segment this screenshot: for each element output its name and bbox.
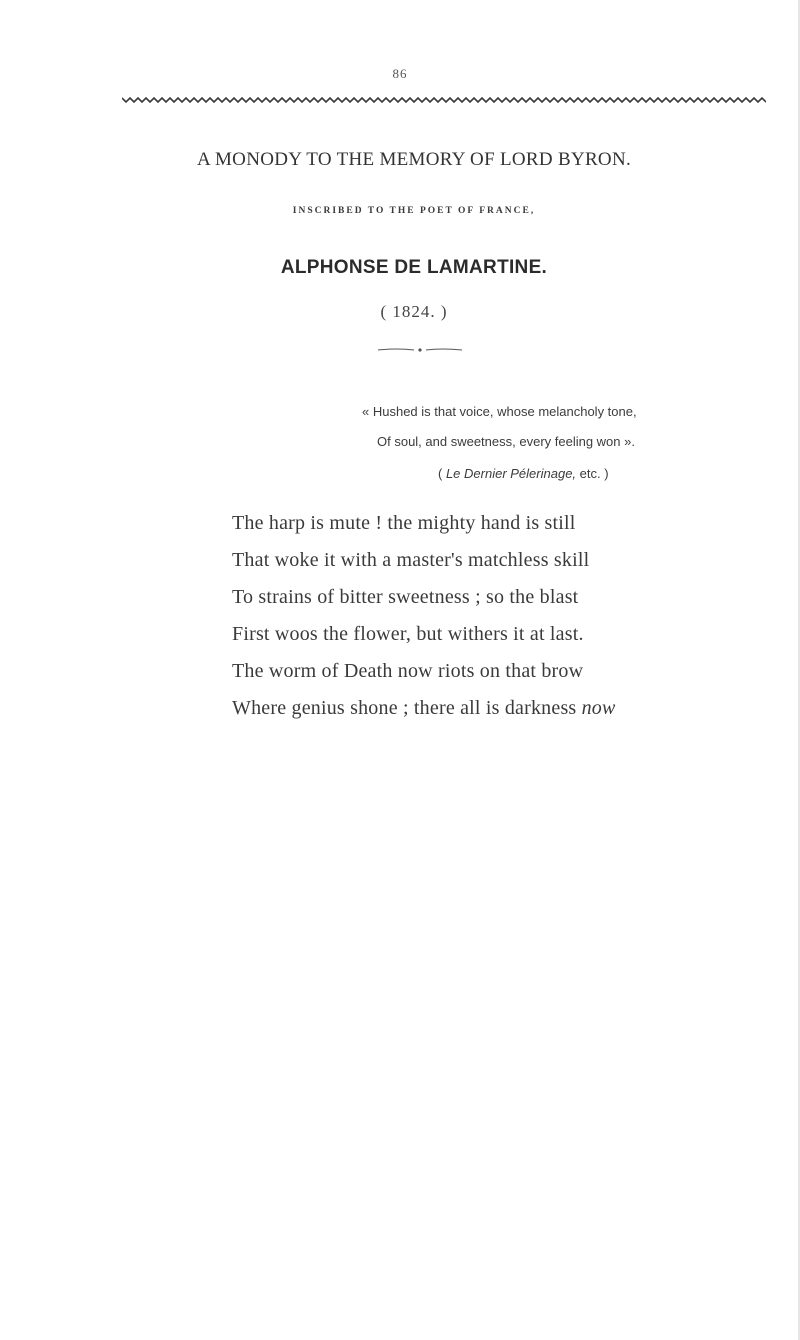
verse-line-italic-word: now [581,697,616,719]
epigraph-source [438,466,609,481]
poem-year: ( 1824. ) [380,302,448,321]
verse-line [232,697,616,720]
verse-line-text: Where genius shone ; there all is darkness [232,697,582,719]
section-flourish-icon [378,347,462,353]
verse-line: That woke it with a master's matchless skill [232,549,590,571]
page-number: 86 [392,66,408,81]
verse-line: To strains of bitter sweetness ; so the blast [232,586,579,608]
poet-name: ALPHONSE DE LAMARTINE. [280,257,548,278]
verse-line: The harp is mute ! the mighty hand is still [232,512,576,534]
verse-line: First woos the flower, but withers it at last. [232,623,584,645]
verse-line: The worm of Death now riots on that brow [232,660,584,682]
epigraph-source-rest: etc. ) [576,466,609,481]
poem-title: A MONODY TO THE MEMORY OF LORD BYRON. [196,149,632,170]
ornament-zigzag-icon [122,96,766,104]
ornamental-rule [122,96,766,104]
inscription-line: INSCRIBED TO THE POET OF FRANCE, [292,206,536,216]
epigraph-line: Of soul, and sweetness, every feeling won ». [377,434,635,449]
epigraph-source-work: Le Dernier Pélerinage, [445,466,577,481]
epigraph-source-open: ( [438,466,446,481]
epigraph-line: « Hushed is that voice, whose melancholy tone, [362,404,637,419]
